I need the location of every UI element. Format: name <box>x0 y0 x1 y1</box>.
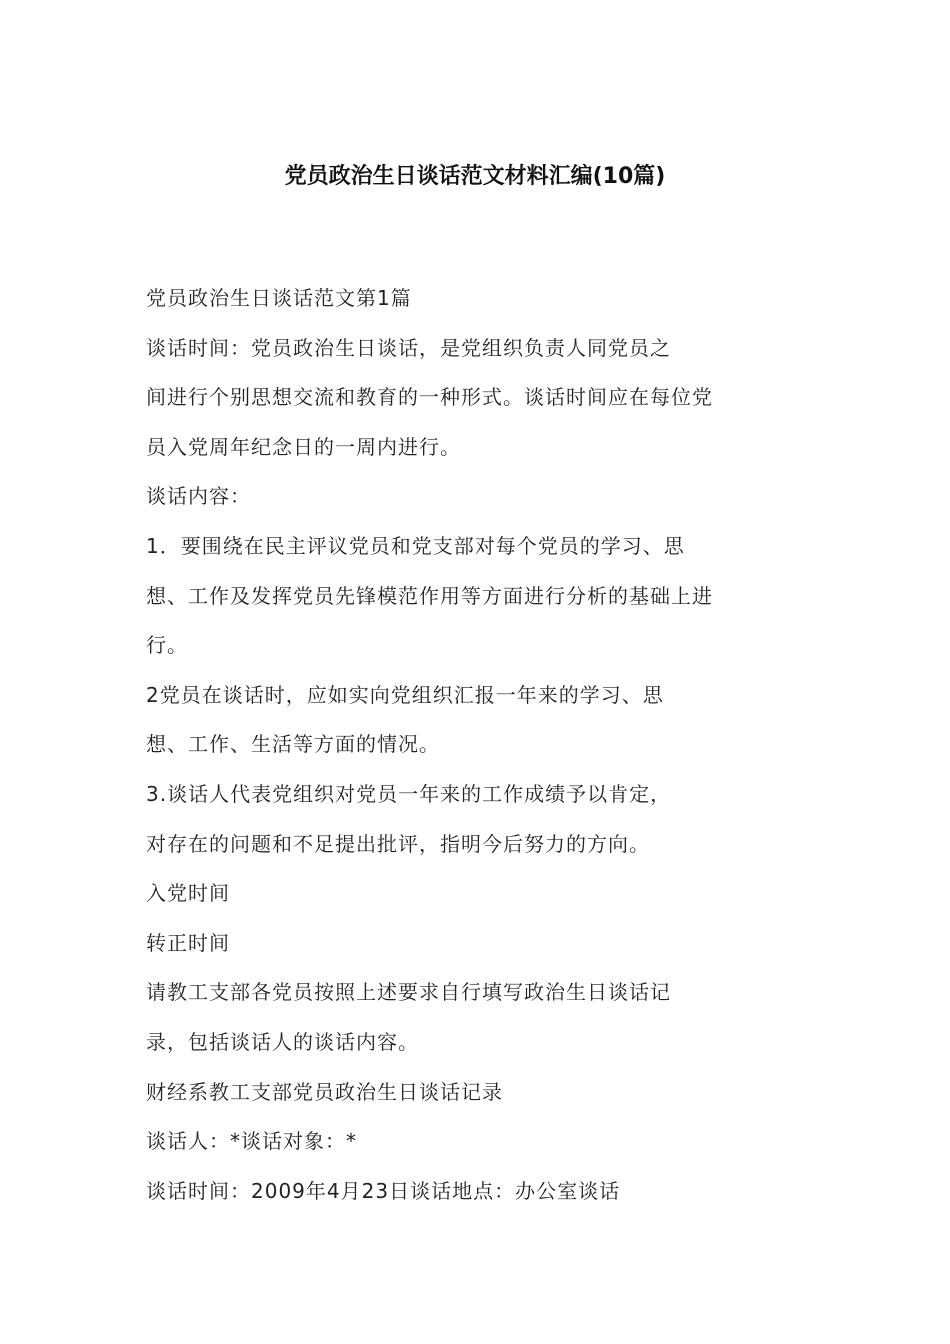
text-line: 谈话时间：2009年4月23日谈话地点：办公室谈话 <box>146 1178 621 1203</box>
text-line: 财经系教工支部党员政治生日谈话记录 <box>146 1079 503 1104</box>
text-line: 入党时间 <box>146 881 230 906</box>
text-line: 谈话内容： <box>146 484 251 509</box>
text-line: 想、工作及发挥党员先锋模范作用等方面进行分析的基础上进 <box>146 583 713 608</box>
text-line: 2党员在谈话时，应如实向党组织汇报一年来的学习、思 <box>146 682 664 707</box>
text-line: 3.谈话人代表党组织对党员一年来的工作成绩予以肯定， <box>146 781 672 806</box>
text-line: 转正时间 <box>146 930 230 955</box>
text-line: 行。 <box>146 633 188 658</box>
text-line: 想、工作、生活等方面的情况。 <box>146 732 440 757</box>
text-line: 间进行个别思想交流和教育的一种形式。谈话时间应在每位党 <box>146 385 713 410</box>
text-line: 请教工支部各党员按照上述要求自行填写政治生日谈话记 <box>146 980 671 1005</box>
document-title: 党员政治生日谈话范文材料汇编(10篇) <box>284 164 666 189</box>
text-line: 对存在的问题和不足提出批评，指明今后努力的方向。 <box>146 831 650 856</box>
text-line: 1．要围绕在民主评议党员和党支部对每个党员的学习、思 <box>146 533 685 558</box>
text-line: 录，包括谈话人的谈话内容。 <box>146 1029 419 1054</box>
text-line: 谈话时间：党员政治生日谈话，是党组织负责人同党员之 <box>146 335 671 360</box>
text-line: 谈话人：*谈话对象：* <box>146 1129 357 1154</box>
document-body <box>146 282 786 1224</box>
text-line: 员入党周年纪念日的一周内进行。 <box>146 434 461 459</box>
text-line: 党员政治生日谈话范文第1篇 <box>146 286 412 310</box>
